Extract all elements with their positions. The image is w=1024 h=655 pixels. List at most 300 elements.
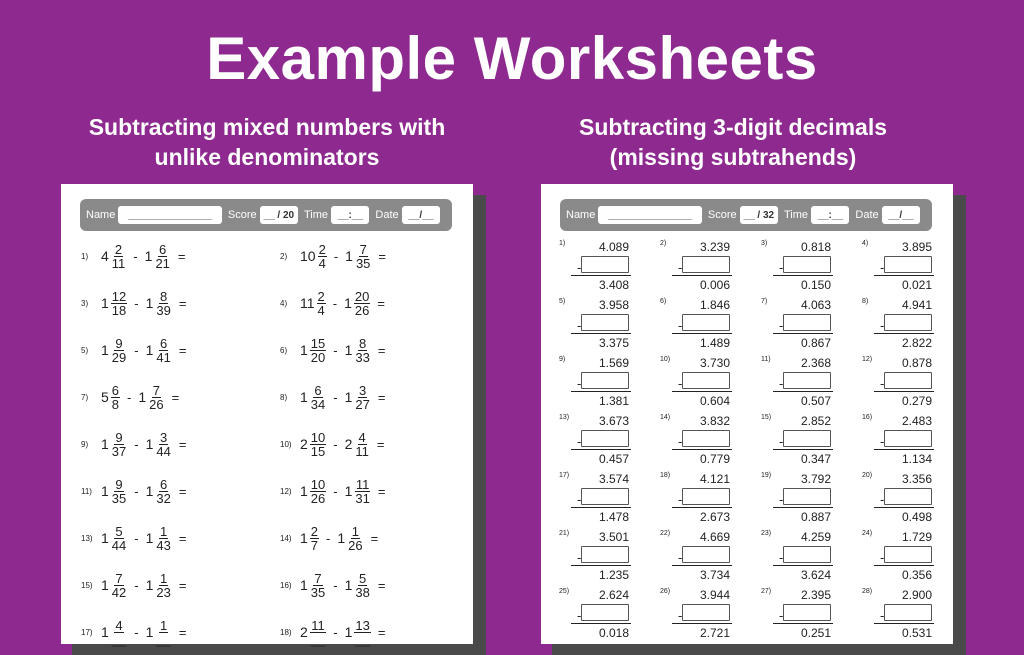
whole-number: 5: [101, 389, 109, 405]
fraction: [347, 525, 363, 552]
whole-number: 2: [344, 436, 353, 452]
result-line: [672, 623, 732, 624]
minus-sign: -: [678, 608, 683, 623]
whole-number: 10: [300, 248, 316, 264]
minuend: 1.569: [598, 356, 629, 370]
minuend: 2.368: [800, 356, 831, 370]
answer-box[interactable]: [682, 372, 730, 389]
numerator: 2: [318, 241, 326, 257]
time-field[interactable]: __:__: [811, 206, 849, 224]
numerator: 10: [310, 476, 326, 492]
numerator: 5: [115, 523, 123, 539]
minus-sign: -: [678, 376, 683, 391]
difference: 0.150: [800, 278, 831, 292]
date-field[interactable]: __/__: [402, 206, 440, 224]
numerator: 7: [314, 570, 322, 586]
mixed-number: [146, 337, 172, 364]
problem-number: 9): [81, 439, 89, 449]
whole-number: 1: [145, 295, 154, 311]
fraction: [310, 619, 326, 646]
whole-number: 2: [300, 436, 308, 452]
answer-box[interactable]: [884, 546, 932, 563]
numerator: 10: [310, 429, 326, 445]
result-line: [773, 565, 833, 566]
problem-number: 24): [862, 530, 873, 537]
problem-number: 15): [761, 414, 772, 421]
denominator: 18: [111, 302, 127, 318]
minus-sign: -: [333, 577, 338, 593]
minus-sign: -: [134, 624, 139, 640]
name-label: Name: [86, 209, 116, 221]
whole-number: 1: [145, 436, 154, 452]
answer-box[interactable]: [682, 430, 730, 447]
answer-box[interactable]: [581, 256, 629, 273]
denominator: 26: [348, 537, 363, 553]
difference: 1.381: [598, 394, 629, 408]
denominator: 29: [111, 349, 127, 365]
mixed-number: [101, 243, 126, 270]
minuend: 4.063: [800, 298, 831, 312]
result-line: [874, 333, 934, 334]
decimal-problem: [862, 298, 942, 350]
fraction: [155, 619, 171, 646]
answer-box[interactable]: [581, 372, 629, 389]
difference: 1.235: [598, 568, 629, 582]
result-line: [874, 565, 934, 566]
minus-sign: -: [880, 608, 885, 623]
minus-sign: -: [134, 342, 139, 358]
difference: 2.721: [699, 626, 730, 640]
result-line: [773, 391, 833, 392]
mixed-number: [146, 619, 172, 646]
decimal-problem: [660, 414, 740, 466]
whole-number: 1: [101, 295, 109, 311]
decimal-problem: [559, 530, 639, 582]
problem-number: 25): [559, 588, 570, 595]
fraction: [155, 478, 171, 505]
numerator: 4: [358, 429, 366, 445]
answer-box[interactable]: [884, 372, 932, 389]
problem-number: 1): [559, 240, 566, 247]
equals-sign: =: [178, 624, 187, 640]
numerator: 6: [314, 382, 322, 398]
minuend: 0.818: [800, 240, 831, 254]
problem-number: 15): [81, 580, 93, 590]
problem-number: 11): [81, 486, 92, 496]
minuend: 3.730: [699, 356, 730, 370]
fraction: [111, 431, 127, 458]
answer-box[interactable]: [884, 604, 932, 621]
difference: 3.408: [598, 278, 629, 292]
whole-number: 1: [101, 577, 109, 593]
denominator: 21: [155, 255, 170, 271]
denominator: 35: [355, 255, 371, 271]
result-line: [672, 565, 732, 566]
problem-number: 7): [81, 392, 89, 402]
whole-number: 1: [344, 577, 353, 593]
minus-sign: -: [577, 376, 582, 391]
minus-sign: -: [880, 550, 885, 565]
answer-box[interactable]: [581, 546, 629, 563]
result-line: [773, 623, 833, 624]
result-line: [773, 275, 833, 276]
whole-number: 1: [300, 530, 308, 546]
result-line: [571, 623, 631, 624]
decimal-problem: [559, 472, 639, 524]
problem-number: 18): [660, 472, 671, 479]
answer-box[interactable]: [783, 604, 831, 621]
fraction: [148, 384, 164, 411]
denominator: __: [310, 631, 326, 647]
denominator: 8: [111, 396, 120, 412]
answer-box[interactable]: [783, 488, 831, 505]
denominator: __: [355, 631, 370, 647]
answer-box[interactable]: [884, 430, 932, 447]
denominator: 42: [111, 584, 127, 600]
fraction: [155, 290, 171, 317]
problem-number: 9): [559, 356, 566, 363]
date-label: Date: [375, 209, 399, 221]
left-worksheet[interactable]: [61, 184, 473, 647]
fraction-problem: [280, 477, 385, 505]
numerator: 15: [310, 335, 326, 351]
answer-box[interactable]: [581, 430, 629, 447]
whole-number: 1: [145, 483, 154, 499]
decimal-problem: [761, 588, 841, 640]
mixed-number: [146, 572, 172, 599]
denominator: __: [111, 631, 127, 647]
mixed-number: [146, 525, 172, 552]
mixed-number: [101, 619, 127, 646]
denominator: 26: [310, 490, 326, 506]
denominator: 41: [156, 349, 171, 365]
whole-number: 1: [344, 483, 353, 499]
mixed-number: [101, 525, 127, 552]
answer-box[interactable]: [682, 314, 730, 331]
answer-box[interactable]: [682, 546, 730, 563]
left-worksheet-header: [80, 199, 452, 231]
whole-number: 1: [300, 342, 308, 358]
fraction: [354, 431, 370, 458]
whole-number: 1: [101, 436, 109, 452]
answer-box[interactable]: [783, 256, 831, 273]
score-field[interactable]: __ / 32: [740, 206, 778, 224]
denominator: 44: [111, 537, 127, 553]
minuend: 3.944: [699, 588, 730, 602]
minus-sign: -: [333, 389, 338, 405]
time-label: Time: [304, 209, 329, 221]
whole-number: 1: [145, 530, 154, 546]
denominator: 23: [156, 584, 171, 600]
problem-number: 6): [280, 345, 288, 355]
fraction: [354, 290, 370, 317]
fraction-problem: [81, 477, 186, 505]
mixed-number: [101, 572, 127, 599]
problem-number: 7): [761, 298, 768, 305]
answer-box[interactable]: [581, 314, 629, 331]
minus-sign: -: [779, 376, 784, 391]
numerator: 8: [160, 288, 168, 304]
result-line: [571, 275, 631, 276]
denominator: 4: [317, 302, 325, 318]
numerator: 1: [160, 617, 168, 633]
answer-box[interactable]: [581, 604, 629, 621]
name-field[interactable]: _______________: [118, 206, 222, 224]
mixed-number: [345, 572, 371, 599]
denominator: 20: [310, 349, 326, 365]
difference: 0.356: [901, 568, 932, 582]
answer-box[interactable]: [783, 546, 831, 563]
problem-number: 3): [761, 240, 768, 247]
equals-sign: =: [377, 342, 386, 358]
difference: 0.006: [699, 278, 730, 292]
decimal-problem: [559, 298, 639, 350]
problem-number: 21): [559, 530, 570, 537]
mixed-number: [300, 431, 326, 458]
minus-sign: -: [577, 434, 582, 449]
mixed-number: [300, 478, 326, 505]
decimal-problem: [559, 356, 639, 408]
minus-sign: -: [127, 389, 132, 405]
minuend: 3.792: [800, 472, 831, 486]
decimal-problem: [559, 240, 639, 292]
denominator: 39: [156, 302, 171, 318]
mixed-number: [344, 290, 370, 317]
decimal-problem: [761, 356, 841, 408]
equals-sign: =: [376, 436, 385, 452]
minuend: 4.941: [901, 298, 932, 312]
numerator: 12: [111, 288, 127, 304]
decimal-problem: [660, 356, 740, 408]
problem-number: 11): [761, 356, 771, 363]
equals-sign: =: [377, 295, 385, 311]
minus-sign: -: [133, 248, 138, 264]
answer-box[interactable]: [682, 488, 730, 505]
equals-sign: =: [178, 530, 187, 546]
answer-box[interactable]: [884, 314, 932, 331]
equals-sign: =: [378, 248, 387, 264]
name-field[interactable]: _______________: [598, 206, 702, 224]
denominator: 7: [310, 537, 319, 553]
minus-sign: -: [332, 295, 338, 311]
minuend: 3.895: [901, 240, 932, 254]
problem-number: 2): [280, 251, 288, 261]
fraction: [111, 337, 127, 364]
numerator: 20: [354, 288, 370, 304]
difference: 0.498: [901, 510, 932, 524]
mixed-number: [101, 478, 127, 505]
decimal-problem: [761, 472, 841, 524]
difference: 0.251: [800, 626, 831, 640]
difference: 0.021: [901, 278, 932, 292]
minus-sign: -: [678, 434, 683, 449]
whole-number: 1: [344, 624, 353, 640]
numerator: 2: [310, 523, 319, 539]
numerator: 7: [115, 570, 123, 586]
equals-sign: =: [178, 436, 187, 452]
whole-number: 1: [101, 624, 109, 640]
fraction: [111, 525, 127, 552]
fraction-problem: [81, 571, 186, 599]
fraction-problem: [280, 289, 385, 317]
difference: 0.347: [800, 452, 831, 466]
equals-sign: =: [377, 624, 386, 640]
minus-sign: -: [779, 260, 784, 275]
minus-sign: -: [880, 260, 885, 275]
decimal-problem: [862, 472, 942, 524]
denominator: 32: [156, 490, 171, 506]
problem-number: 13): [559, 414, 570, 421]
left-subtitle-line2: unlike denominators: [154, 144, 380, 170]
answer-box[interactable]: [783, 314, 831, 331]
decimal-problem: [862, 414, 942, 466]
answer-box[interactable]: [682, 604, 730, 621]
mixed-number: [138, 384, 164, 411]
score-field[interactable]: __ / 20: [260, 206, 298, 224]
answer-box[interactable]: [783, 430, 831, 447]
problem-number: 17): [81, 627, 93, 637]
mixed-number: [101, 337, 127, 364]
fraction-problem: [280, 242, 386, 270]
time-field[interactable]: __:__: [331, 206, 369, 224]
fraction: [317, 290, 326, 317]
fraction: [310, 431, 326, 458]
problem-number: 18): [280, 627, 292, 637]
result-line: [874, 623, 934, 624]
whole-number: 11: [300, 295, 315, 311]
numerator: 1: [160, 570, 168, 586]
denominator: 38: [355, 584, 370, 600]
result-line: [773, 333, 833, 334]
fraction: [354, 337, 370, 364]
answer-box[interactable]: [884, 488, 932, 505]
denominator: 31: [355, 490, 370, 506]
result-line: [571, 565, 631, 566]
fraction: [310, 337, 326, 364]
whole-number: 1: [145, 342, 154, 358]
minuend: 1.846: [699, 298, 730, 312]
result-line: [773, 507, 833, 508]
difference: 0.887: [800, 510, 831, 524]
minuend: 4.089: [598, 240, 629, 254]
minuend: 3.574: [598, 472, 629, 486]
answer-box[interactable]: [783, 372, 831, 389]
fraction: [310, 384, 326, 411]
minus-sign: -: [134, 530, 139, 546]
minus-sign: -: [779, 318, 784, 333]
difference: 1.489: [699, 336, 730, 350]
whole-number: 2: [300, 624, 308, 640]
numerator: 11: [355, 476, 370, 492]
whole-number: 1: [101, 530, 109, 546]
whole-number: 1: [144, 248, 153, 264]
mixed-number: [300, 337, 326, 364]
difference: 3.375: [598, 336, 629, 350]
mixed-number: [300, 619, 326, 646]
answer-box[interactable]: [581, 488, 629, 505]
minus-sign: -: [333, 483, 338, 499]
result-line: [571, 507, 631, 508]
answer-box[interactable]: [884, 256, 932, 273]
denominator: 43: [156, 537, 171, 553]
difference: 0.779: [699, 452, 730, 466]
minuend: 2.483: [901, 414, 932, 428]
difference: 1.134: [901, 452, 932, 466]
minus-sign: -: [779, 550, 784, 565]
score-label: Score: [227, 209, 257, 221]
equals-sign: =: [178, 483, 187, 499]
fraction-problem: [81, 289, 186, 317]
fraction-problem: [81, 336, 186, 364]
numerator: 9: [115, 335, 123, 351]
minus-sign: -: [880, 318, 885, 333]
difference: 3.734: [699, 568, 730, 582]
problem-number: 4): [280, 298, 288, 308]
equals-sign: =: [377, 483, 386, 499]
minuend: 0.878: [901, 356, 932, 370]
fraction: [111, 478, 127, 505]
result-line: [672, 275, 732, 276]
problem-number: 17): [559, 472, 570, 479]
decimal-problem: [660, 240, 740, 292]
fraction-problem: [280, 524, 378, 552]
mixed-number: [300, 572, 326, 599]
numerator: 2: [317, 288, 325, 304]
whole-number: 1: [344, 342, 353, 358]
numerator: 9: [115, 429, 123, 445]
minus-sign: -: [577, 318, 582, 333]
fraction: [355, 243, 371, 270]
fraction-problem: [280, 430, 385, 458]
denominator: 35: [111, 490, 127, 506]
whole-number: 1: [337, 530, 346, 546]
result-line: [874, 391, 934, 392]
date-field[interactable]: __/__: [882, 206, 920, 224]
minus-sign: -: [577, 260, 582, 275]
result-line: [773, 449, 833, 450]
result-line: [672, 449, 732, 450]
decimal-problem: [862, 240, 942, 292]
problem-number: 8): [280, 392, 288, 402]
difference: 0.018: [598, 626, 629, 640]
fraction: [354, 572, 370, 599]
numerator: 3: [359, 382, 367, 398]
numerator: 8: [359, 335, 367, 351]
minus-sign: -: [134, 577, 139, 593]
numerator: 2: [114, 241, 123, 257]
fraction: [111, 243, 127, 270]
right-worksheet[interactable]: [541, 184, 953, 644]
mixed-number: [145, 243, 171, 270]
minus-sign: -: [134, 295, 139, 311]
numerator: 6: [111, 382, 120, 398]
answer-box[interactable]: [682, 256, 730, 273]
numerator: 6: [160, 476, 168, 492]
numerator: 7: [359, 241, 367, 257]
mixed-number: [101, 384, 120, 411]
denominator: 27: [355, 396, 370, 412]
whole-number: 1: [300, 577, 308, 593]
result-line: [571, 333, 631, 334]
problem-number: 14): [280, 533, 292, 543]
minus-sign: -: [880, 434, 885, 449]
right-worksheet-subtitle: [513, 112, 953, 172]
problem-number: 4): [862, 240, 869, 247]
date-label: Date: [855, 209, 879, 221]
result-line: [874, 507, 934, 508]
mixed-number: [345, 337, 371, 364]
mixed-number: [146, 431, 172, 458]
